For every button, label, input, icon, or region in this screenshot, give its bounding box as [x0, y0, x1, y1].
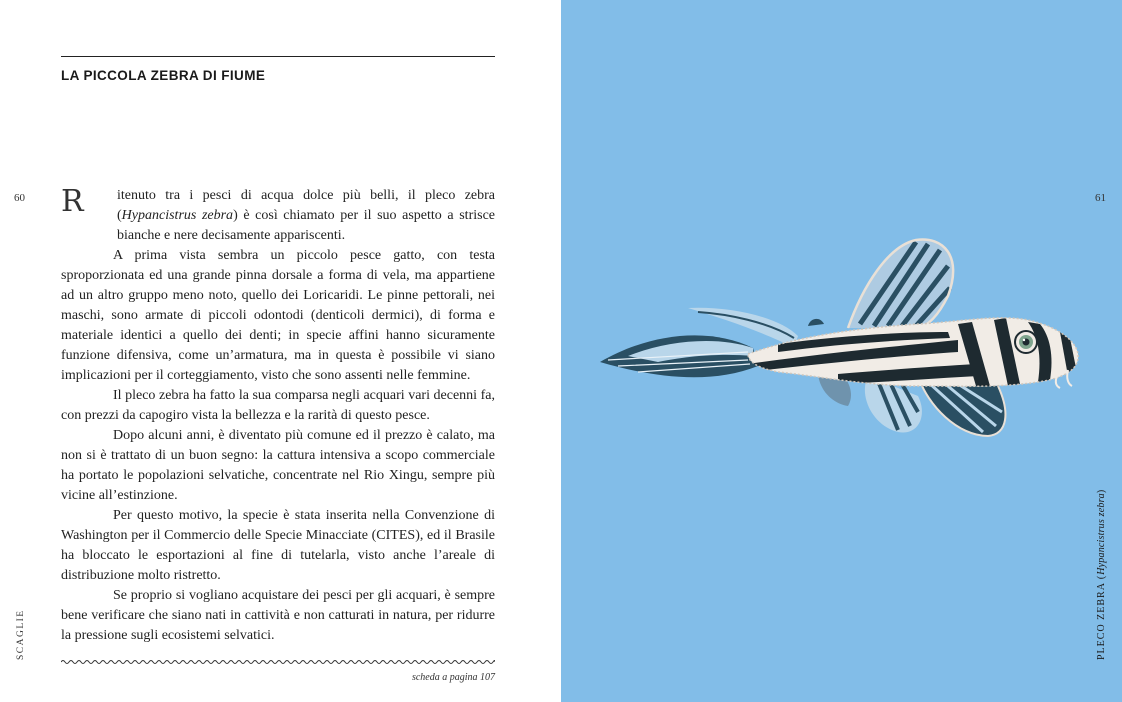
- paragraph-5: Per questo motivo, la specie è stata inserita nella Convenzione di Washington per il Commercio delle Specie Minacciate (CITES), ed il Brasile ha bloccato le esportazioni al fine di tutelarla, visto anche l’areale di distribuzione molto ristretto.: [61, 508, 495, 583]
- paragraph-3: Il pleco zebra ha fatto la sua comparsa negli acquari vari decenni fa, con prezzi da capogiro vista la bellezza e la rarità di questo pesce.: [61, 388, 495, 423]
- page-number-right: 61: [1095, 192, 1106, 204]
- chapter-title: LA PICCOLA ZEBRA DI FIUME: [61, 68, 266, 83]
- illustration-caption: PLECO ZEBRA (Hypancistrus zebra): [1096, 488, 1107, 660]
- page-number-left: 60: [14, 192, 25, 204]
- zebra-pleco-fish-icon: [598, 236, 1088, 442]
- paragraph-6: Se proprio si vogliano acquistare dei pesci per gli acquari, è sempre bene verificare che siano nati in cattività e non catturati in natura, per ridurre la pressione sugli ecosistemi selvatici.: [61, 588, 495, 643]
- paragraph-2: A prima vista sembra un piccolo pesce gatto, con testa sproporzionata ed una grande pinna dorsale a forma di vela, ma appartiene ad un altro gruppo meno noto, quello dei Loricaridi. Le pinne pettorali, nei maschi, sono armate di piccoli odontodi (denticoli dermici), di forma e materiale identici a quello dei denti; in specie affini hanno sicuramente funzione difensiva, come un’armatura, ma in questa è possibile vi siano implicazioni per il corteggiamento, visto che sono assenti nelle femmine.: [61, 248, 495, 383]
- page-reference: scheda a pagina 107: [411, 672, 495, 683]
- paragraph-1: R itenuto tra i pesci di acqua dolce più belli, il pleco zebra (Hypancistrus zebra) è così chiamato per il suo aspetto a strisce bianche e nere decisamente appariscenti.: [61, 184, 495, 243]
- section-label: SCAGLIE: [16, 609, 26, 660]
- caption-species: Hypancistrus zebra: [1096, 493, 1107, 575]
- paragraph-4: Dopo alcuni anni, è diventato più comune ed il prezzo è calato, ma non si è trattato di un buon segno: la cattura intensiva a scopo commerciale ha portato le popolazioni selvatiche, concentrate nel Rio Xingu, sempre più vicine all’estinzione.: [61, 428, 495, 503]
- drop-cap: R: [61, 184, 84, 219]
- wavy-divider: [61, 658, 495, 666]
- title-rule: [61, 56, 495, 57]
- article-body: [61, 186, 495, 646]
- species-name: Hypancistrus zebra: [121, 208, 234, 223]
